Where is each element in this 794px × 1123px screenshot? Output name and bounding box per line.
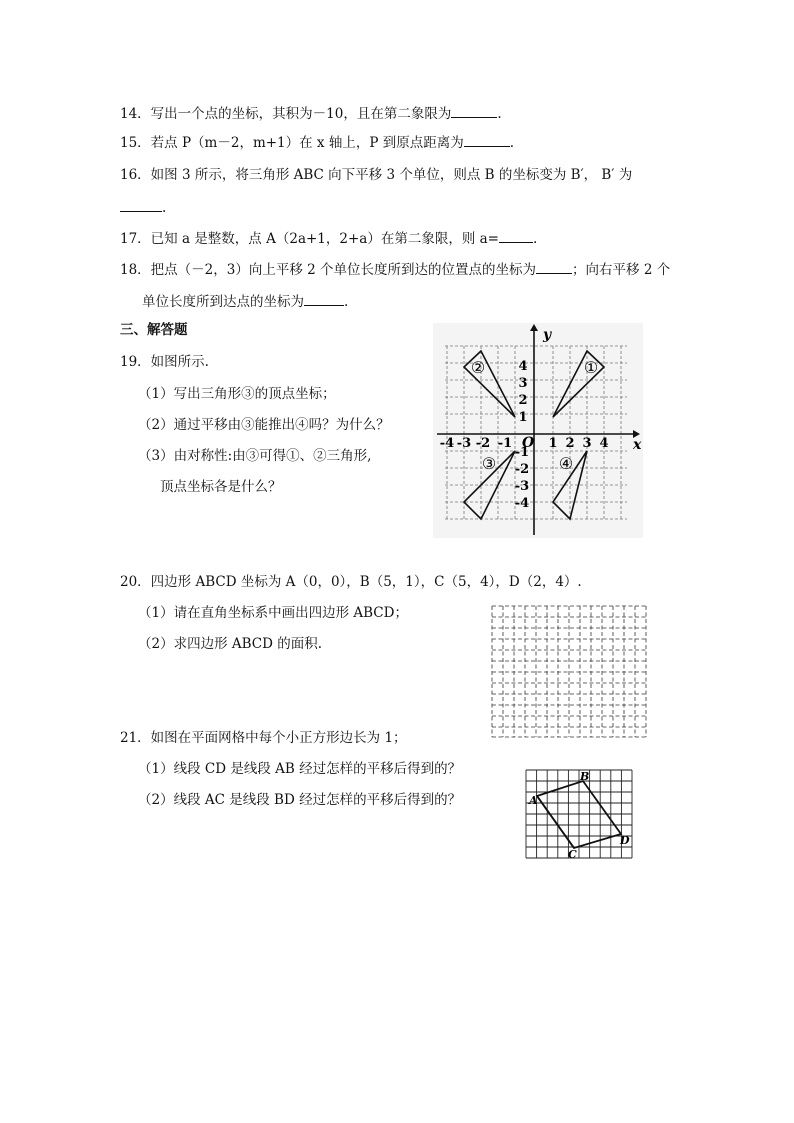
answer-blank [120, 198, 162, 212]
question-16-end: . [162, 200, 167, 216]
question-21-title: 21．如图在平面网格中每个小正方形边长为 1； [120, 730, 407, 746]
answer-blank [536, 260, 572, 274]
question-17 [120, 229, 537, 248]
grid-figure-21 [524, 768, 636, 862]
region-label-3: ③ [481, 454, 497, 473]
question-18-text: 18．把点（－2，3）向上平移 2 个单位长度所到达的位置点的坐标为 [120, 262, 537, 278]
x-tick: 3 [582, 436, 592, 451]
question-17-end: . [533, 231, 538, 247]
question-15-end: . [509, 135, 515, 151]
point-label-a: A [529, 794, 538, 807]
question-19-part3: （3）由对称性:由③可得①、②三角形, [138, 448, 372, 464]
answer-blank [499, 229, 533, 243]
question-20-part1: （1）请在直角坐标系中画出四边形 ABCD； [138, 605, 408, 621]
question-19-part1: （1）写出三角形③的顶点坐标； [138, 386, 336, 402]
question-19-title: 19．如图所示. [120, 354, 209, 370]
x-tick: -4 [439, 436, 455, 451]
question-18-text2: 单位长度所到达点的坐标为 [142, 294, 304, 310]
question-17-text: 17．已知 a 是整数，点 A（2a+1，2+a）在第二象限，则 a= [120, 231, 499, 247]
question-19-part3-cont: 顶点坐标各是什么？ [160, 479, 282, 495]
question-16 [120, 166, 632, 184]
region-label-1: ① [583, 358, 599, 377]
point-label-b: B [580, 770, 590, 783]
answer-blank [451, 104, 497, 118]
question-14-end: . [497, 106, 502, 122]
point-label-c: C [568, 848, 577, 861]
y-tick: -3 [514, 479, 530, 494]
answer-blank [304, 292, 344, 306]
x-tick: 1 [548, 436, 558, 451]
question-18-end: . [344, 294, 349, 310]
y-tick: -2 [514, 462, 530, 477]
x-axis-label: x [633, 437, 642, 453]
question-15-text: 15．若点 P（m－2，m+1）在 x 轴上，P 到原点距离为 [120, 135, 464, 151]
x-tick: 2 [565, 436, 575, 451]
question-18-cont [142, 292, 348, 311]
question-20-part2: （2）求四边形 ABCD 的面积. [138, 636, 323, 652]
question-18-mid: ；向右平移 2 个 [572, 262, 671, 278]
question-18 [120, 260, 670, 279]
y-tick: 3 [518, 376, 528, 391]
question-16-answer [120, 198, 166, 217]
y-tick: 1 [518, 410, 528, 425]
x-tick: -3 [456, 436, 472, 451]
question-20-title: 20．四边形 ABCD 坐标为 A（0，0），B（5，1），C（5，4），D（2，4）. [120, 574, 582, 590]
question-21-part1: （1）线段 CD 是线段 AB 经过怎样的平移后得到的？ [138, 761, 462, 777]
point-label-d: D [620, 834, 630, 847]
question-16-text: 16．如图 3 所示，将三角形 ABC 向下平移 3 个单位，则点 B 的坐标变为 B′， B′ 为 [120, 167, 633, 183]
y-axis-label: y [543, 327, 552, 343]
y-tick: 4 [518, 359, 528, 374]
question-21-part2: （2）线段 AC 是线段 BD 经过怎样的平移后得到的？ [138, 792, 462, 808]
question-15 [120, 133, 514, 152]
section-heading: 三、解答题 [120, 322, 188, 338]
x-tick: -1 [497, 436, 513, 451]
y-tick: -1 [514, 445, 530, 460]
x-tick: 4 [599, 436, 609, 451]
blank-grid [491, 605, 647, 738]
question-19-part2: （2）通过平移由③能推出④吗？为什么？ [138, 417, 390, 433]
y-tick: 2 [518, 393, 528, 408]
coordinate-figure [433, 323, 643, 538]
x-tick: -2 [475, 436, 491, 451]
answer-blank [464, 133, 510, 147]
question-14-text: 14．写出一个点的坐标，其积为－10，且在第二象限为 [120, 106, 452, 122]
region-label-4: ④ [558, 454, 574, 473]
question-14 [120, 104, 502, 123]
region-label-2: ② [470, 358, 486, 377]
y-tick: -4 [514, 496, 530, 511]
origin-label: O [522, 435, 535, 451]
